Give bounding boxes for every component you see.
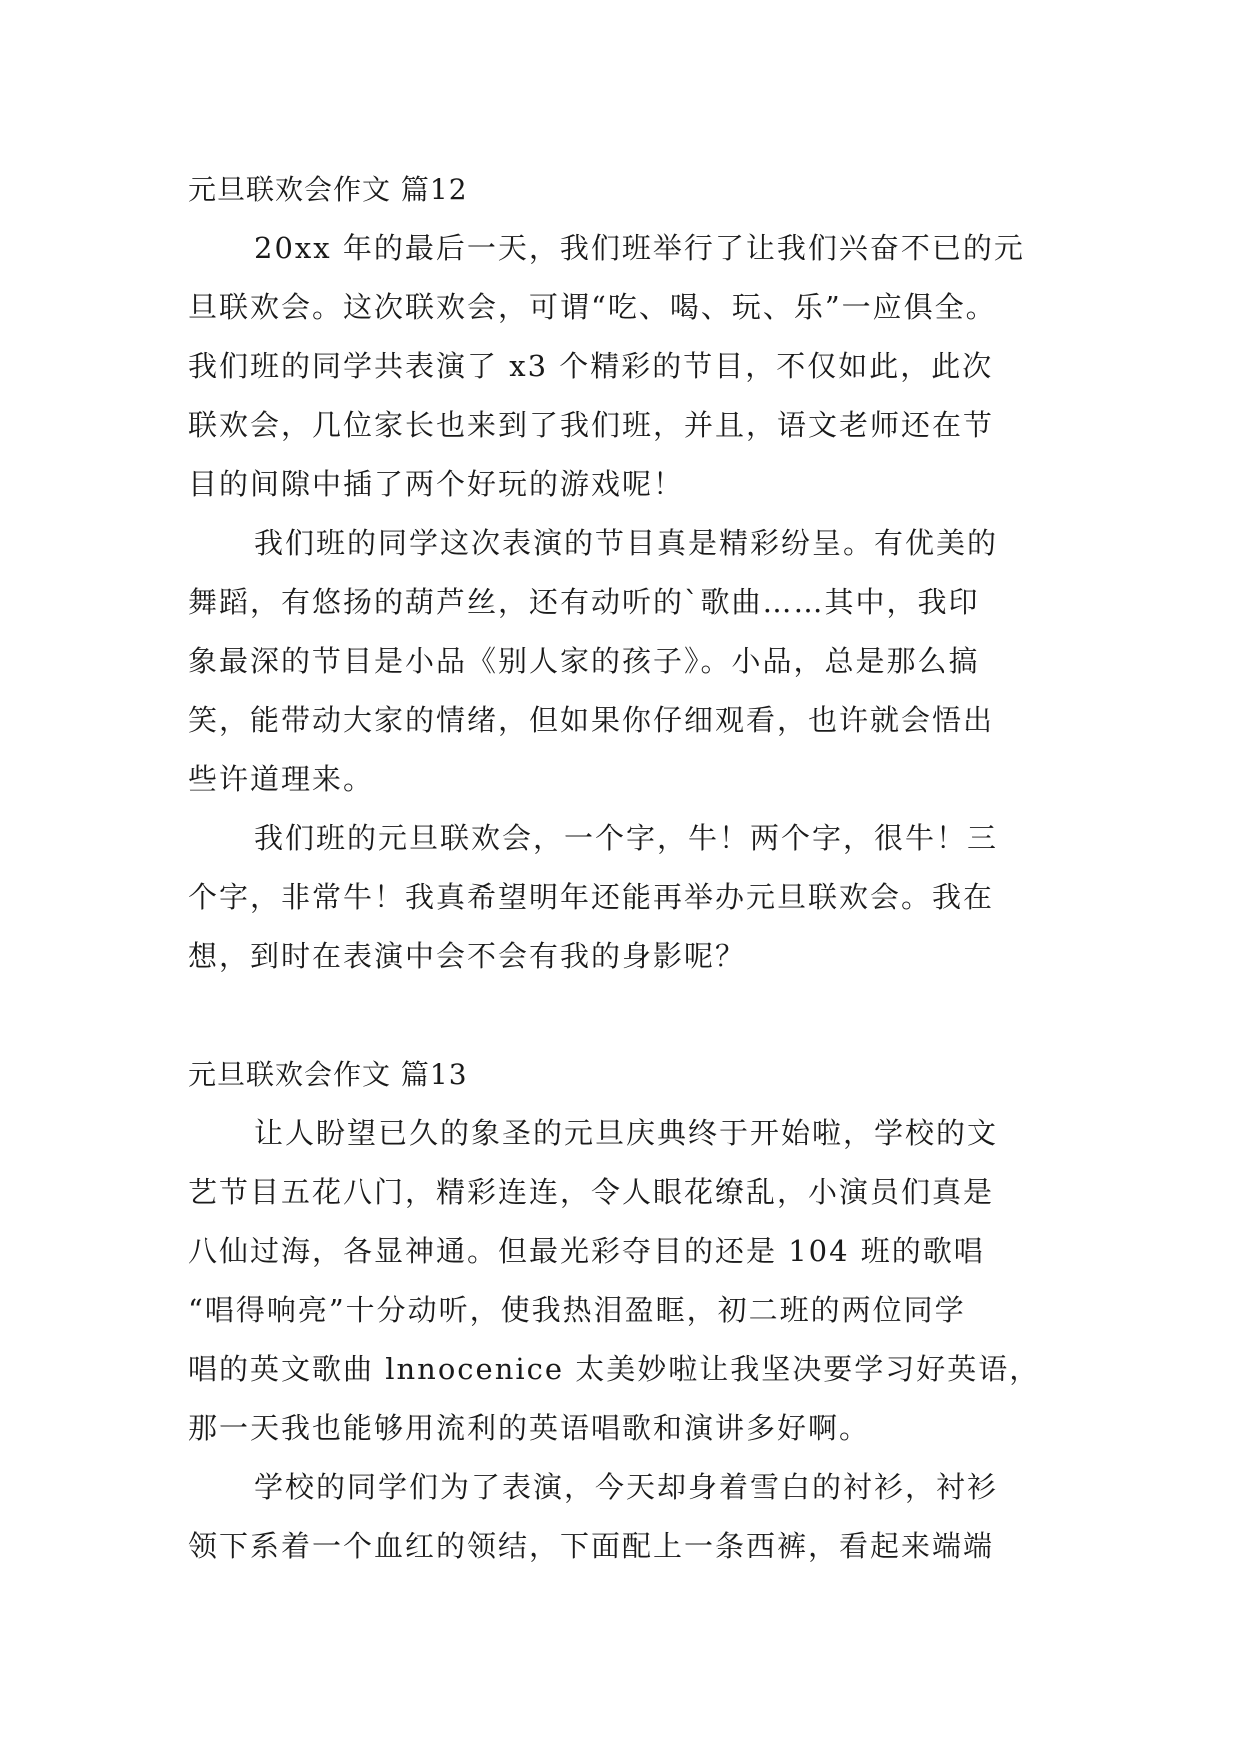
- paragraph-line: 让人盼望已久的象圣的元旦庆典终于开始啦，学校的文: [254, 1116, 999, 1150]
- paragraph-line: 旦联欢会。这次联欢会，可谓“吃、喝、玩、乐”一应俱全。: [188, 290, 997, 324]
- document-content: [188, 160, 1088, 1576]
- paragraph-line: 领下系着一个血红的领结，下面配上一条西裤，看起来端端: [188, 1529, 995, 1563]
- paragraph-line: “唱得响亮”十分动听，使我热泪盈眶，初二班的两位同学: [188, 1293, 966, 1327]
- essay-heading: 元旦联欢会作文 篇13: [188, 1058, 468, 1091]
- paragraph-line: 联欢会，几位家长也来到了我们班，并且，语文老师还在节: [188, 408, 995, 442]
- paragraph-line: 唱的英文歌曲 lnnocenice 太美妙啦让我坚决要学习好英语，: [188, 1352, 1041, 1386]
- essay-heading: 元旦联欢会作文 篇12: [188, 173, 468, 206]
- paragraph-line: 我们班的同学这次表演的节目真是精彩纷呈。有优美的: [254, 526, 999, 560]
- paragraph-line: 20xx 年的最后一天，我们班举行了让我们兴奋不已的元: [254, 231, 1025, 265]
- paragraph-line: 我们班的同学共表演了 x3 个精彩的节目，不仅如此，此次: [188, 349, 994, 383]
- paragraph-line: 我们班的元旦联欢会，一个字，牛！两个字，很牛！三: [254, 821, 999, 855]
- paragraph-line: 八仙过海，各显神通。但最光彩夺目的还是 104 班的歌唱: [188, 1234, 985, 1268]
- essay-section-12: [188, 160, 1088, 986]
- paragraph-line: 艺节目五花八门，精彩连连，令人眼花缭乱，小演员们真是: [188, 1175, 995, 1209]
- paragraph-line: 象最深的节目是小品《别人家的孩子》。小品，总是那么搞: [188, 644, 980, 678]
- paragraph-line: 舞蹈，有悠扬的葫芦丝，还有动听的`歌曲……其中，我印: [188, 585, 980, 619]
- paragraph-line: 学校的同学们为了表演，今天却身着雪白的衬衫，衬衫: [254, 1470, 999, 1504]
- paragraph-line: 目的间隙中插了两个好玩的游戏呢！: [188, 467, 685, 501]
- paragraph-line: 些许道理来。: [188, 762, 375, 796]
- paragraph-line: 笑，能带动大家的情绪，但如果你仔细观看，也许就会悟出: [188, 703, 995, 737]
- paragraph-line: 那一天我也能够用流利的英语唱歌和演讲多好啊。: [188, 1411, 871, 1445]
- paragraph-line: 个字，非常牛！我真希望明年还能再举办元旦联欢会。我在: [188, 880, 995, 914]
- essay-section-13: [188, 1045, 1088, 1576]
- paragraph-line: 想，到时在表演中会不会有我的身影呢？: [188, 939, 747, 973]
